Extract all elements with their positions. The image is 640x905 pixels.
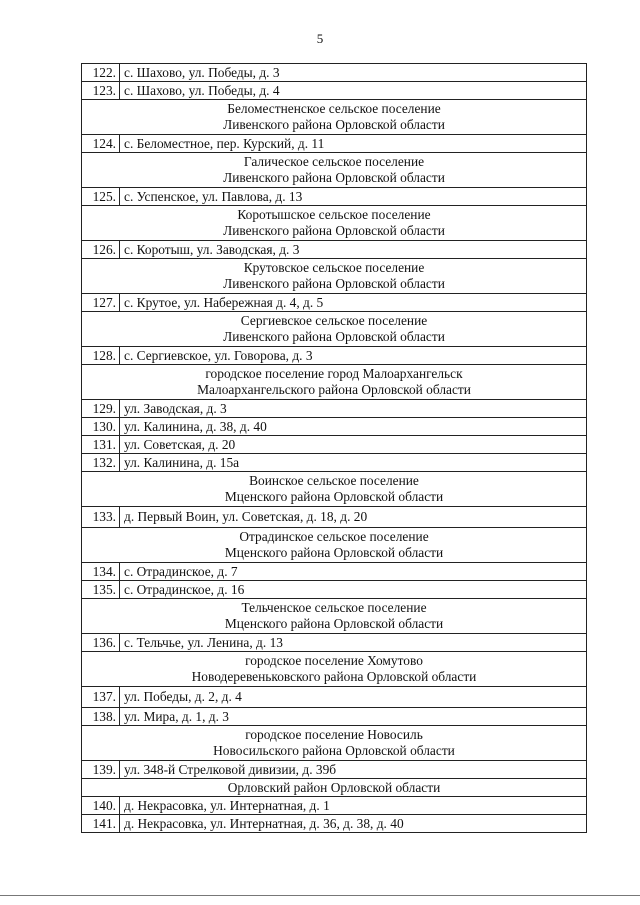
section-header-line: Ливенского района Орловской области bbox=[223, 170, 445, 185]
section-header-line: Коротышское сельское поселение bbox=[237, 207, 431, 222]
table-row bbox=[82, 436, 587, 454]
row-number: 125. bbox=[82, 188, 120, 206]
row-number: 135. bbox=[82, 581, 120, 599]
section-header-line: Ливенского района Орловской области bbox=[223, 223, 445, 238]
row-number: 129. bbox=[82, 400, 120, 418]
section-header-line: Сергиевское сельское поселение bbox=[240, 313, 428, 328]
section-header-row bbox=[82, 206, 587, 241]
table-row bbox=[82, 135, 587, 153]
row-address: ул. Советская, д. 20 bbox=[120, 436, 587, 454]
section-header bbox=[82, 779, 587, 797]
row-address: ул. Калинина, д. 38, д. 40 bbox=[120, 418, 587, 436]
row-number: 127. bbox=[82, 294, 120, 312]
section-header-line: городское поселение Хомутово bbox=[245, 653, 423, 668]
row-number: 126. bbox=[82, 241, 120, 259]
row-address: ул. Мира, д. 1, д. 3 bbox=[120, 708, 587, 726]
table-row bbox=[82, 687, 587, 708]
address-table bbox=[81, 63, 587, 833]
row-address: с. Успенское, ул. Павлова, д. 13 bbox=[120, 188, 587, 206]
row-address: с. Отрадинское, д. 7 bbox=[120, 563, 587, 581]
row-address: ул. Победы, д. 2, д. 4 bbox=[120, 687, 587, 708]
section-header bbox=[82, 365, 587, 400]
row-address: с. Крутое, ул. Набережная д. 4, д. 5 bbox=[120, 294, 587, 312]
table-row bbox=[82, 400, 587, 418]
row-number: 131. bbox=[82, 436, 120, 454]
table-row bbox=[82, 797, 587, 815]
table-row bbox=[82, 507, 587, 528]
section-header-line: Беломестненское сельское поселение bbox=[227, 101, 441, 116]
section-header-line: Мценского района Орловской области bbox=[224, 616, 444, 631]
row-address: д. Первый Воин, ул. Советская, д. 18, д. 20 bbox=[120, 507, 587, 528]
table-row bbox=[82, 294, 587, 312]
table-row bbox=[82, 634, 587, 652]
row-address: д. Некрасовка, ул. Интернатная, д. 36, д. 38, д. 40 bbox=[120, 815, 587, 833]
row-number: 124. bbox=[82, 135, 120, 153]
row-number: 123. bbox=[82, 82, 120, 100]
row-address: с. Отрадинское, д. 16 bbox=[120, 581, 587, 599]
section-header bbox=[82, 726, 587, 761]
row-number: 128. bbox=[82, 347, 120, 365]
section-header bbox=[82, 206, 587, 241]
table-row bbox=[82, 454, 587, 472]
row-address: с. Коротыш, ул. Заводская, д. 3 bbox=[120, 241, 587, 259]
page-number: 5 bbox=[316, 31, 324, 46]
row-address: с. Сергиевское, ул. Говорова, д. 3 bbox=[120, 347, 587, 365]
section-header-line: Галическое сельское поселение bbox=[243, 154, 425, 169]
section-header-line: Тельченское сельское поселение bbox=[241, 600, 427, 615]
section-header-line: городское поселение город Малоархангельск bbox=[205, 366, 463, 381]
section-header-line: Крутовское сельское поселение bbox=[243, 260, 425, 275]
section-header bbox=[82, 472, 587, 507]
section-header-row bbox=[82, 599, 587, 634]
section-header bbox=[82, 652, 587, 687]
row-address: ул. Калинина, д. 15а bbox=[120, 454, 587, 472]
row-number: 130. bbox=[82, 418, 120, 436]
section-header bbox=[82, 153, 587, 188]
table-row bbox=[82, 761, 587, 779]
row-number: 134. bbox=[82, 563, 120, 581]
table-row bbox=[82, 418, 587, 436]
section-header-row bbox=[82, 528, 587, 563]
section-header-row bbox=[82, 726, 587, 761]
row-number: 139. bbox=[82, 761, 120, 779]
section-header-line: Ливенского района Орловской области bbox=[223, 276, 445, 291]
section-header-line: Новосильского района Орловской области bbox=[213, 743, 455, 758]
section-header-line: Новодеревеньковского района Орловской области bbox=[191, 669, 477, 684]
section-header-row bbox=[82, 779, 587, 797]
page-bottom-rule bbox=[0, 895, 640, 896]
section-header-line: Мценского района Орловской области bbox=[224, 545, 444, 560]
section-header-line: Отрадинское сельское поселение bbox=[239, 529, 429, 544]
table-row bbox=[82, 82, 587, 100]
row-number: 133. bbox=[82, 507, 120, 528]
row-address: ул. 348-й Стрелковой дивизии, д. 39б bbox=[120, 761, 587, 779]
row-number: 136. bbox=[82, 634, 120, 652]
section-header-line: городское поселение Новосиль bbox=[245, 727, 423, 742]
row-number: 132. bbox=[82, 454, 120, 472]
table-row bbox=[82, 563, 587, 581]
row-number: 122. bbox=[82, 64, 120, 82]
table-row bbox=[82, 581, 587, 599]
section-header-line: Орловский район Орловской области bbox=[227, 779, 441, 795]
row-address: с. Шахово, ул. Победы, д. 3 bbox=[120, 64, 587, 82]
section-header-row bbox=[82, 652, 587, 687]
section-header-row bbox=[82, 365, 587, 400]
section-header bbox=[82, 528, 587, 563]
row-number: 137. bbox=[82, 687, 120, 708]
section-header-line: Малоархангельского района Орловской области bbox=[197, 382, 471, 397]
table-row bbox=[82, 241, 587, 259]
section-header-row bbox=[82, 153, 587, 188]
row-address: ул. Заводская, д. 3 bbox=[120, 400, 587, 418]
section-header-row bbox=[82, 472, 587, 507]
row-address: с. Шахово, ул. Победы, д. 4 bbox=[120, 82, 587, 100]
section-header-row bbox=[82, 259, 587, 294]
section-header-row bbox=[82, 100, 587, 135]
row-number: 138. bbox=[82, 708, 120, 726]
section-header bbox=[82, 259, 587, 294]
section-header bbox=[82, 312, 587, 347]
table-row bbox=[82, 64, 587, 82]
row-address: д. Некрасовка, ул. Интернатная, д. 1 bbox=[120, 797, 587, 815]
section-header-line: Мценского района Орловской области bbox=[224, 489, 444, 504]
section-header-line: Ливенского района Орловской области bbox=[223, 329, 445, 344]
table-row bbox=[82, 815, 587, 833]
table-row bbox=[82, 347, 587, 365]
row-address: с. Тельчье, ул. Ленина, д. 13 bbox=[120, 634, 587, 652]
section-header-row bbox=[82, 312, 587, 347]
row-address: с. Беломестное, пер. Курский, д. 11 bbox=[120, 135, 587, 153]
section-header-line: Ливенского района Орловской области bbox=[223, 117, 445, 132]
table-row bbox=[82, 188, 587, 206]
section-header bbox=[82, 100, 587, 135]
table-row bbox=[82, 708, 587, 726]
address-table-body bbox=[82, 64, 587, 833]
row-number: 140. bbox=[82, 797, 120, 815]
row-number: 141. bbox=[82, 815, 120, 833]
section-header-line: Воинское сельское поселение bbox=[249, 473, 419, 488]
section-header bbox=[82, 599, 587, 634]
